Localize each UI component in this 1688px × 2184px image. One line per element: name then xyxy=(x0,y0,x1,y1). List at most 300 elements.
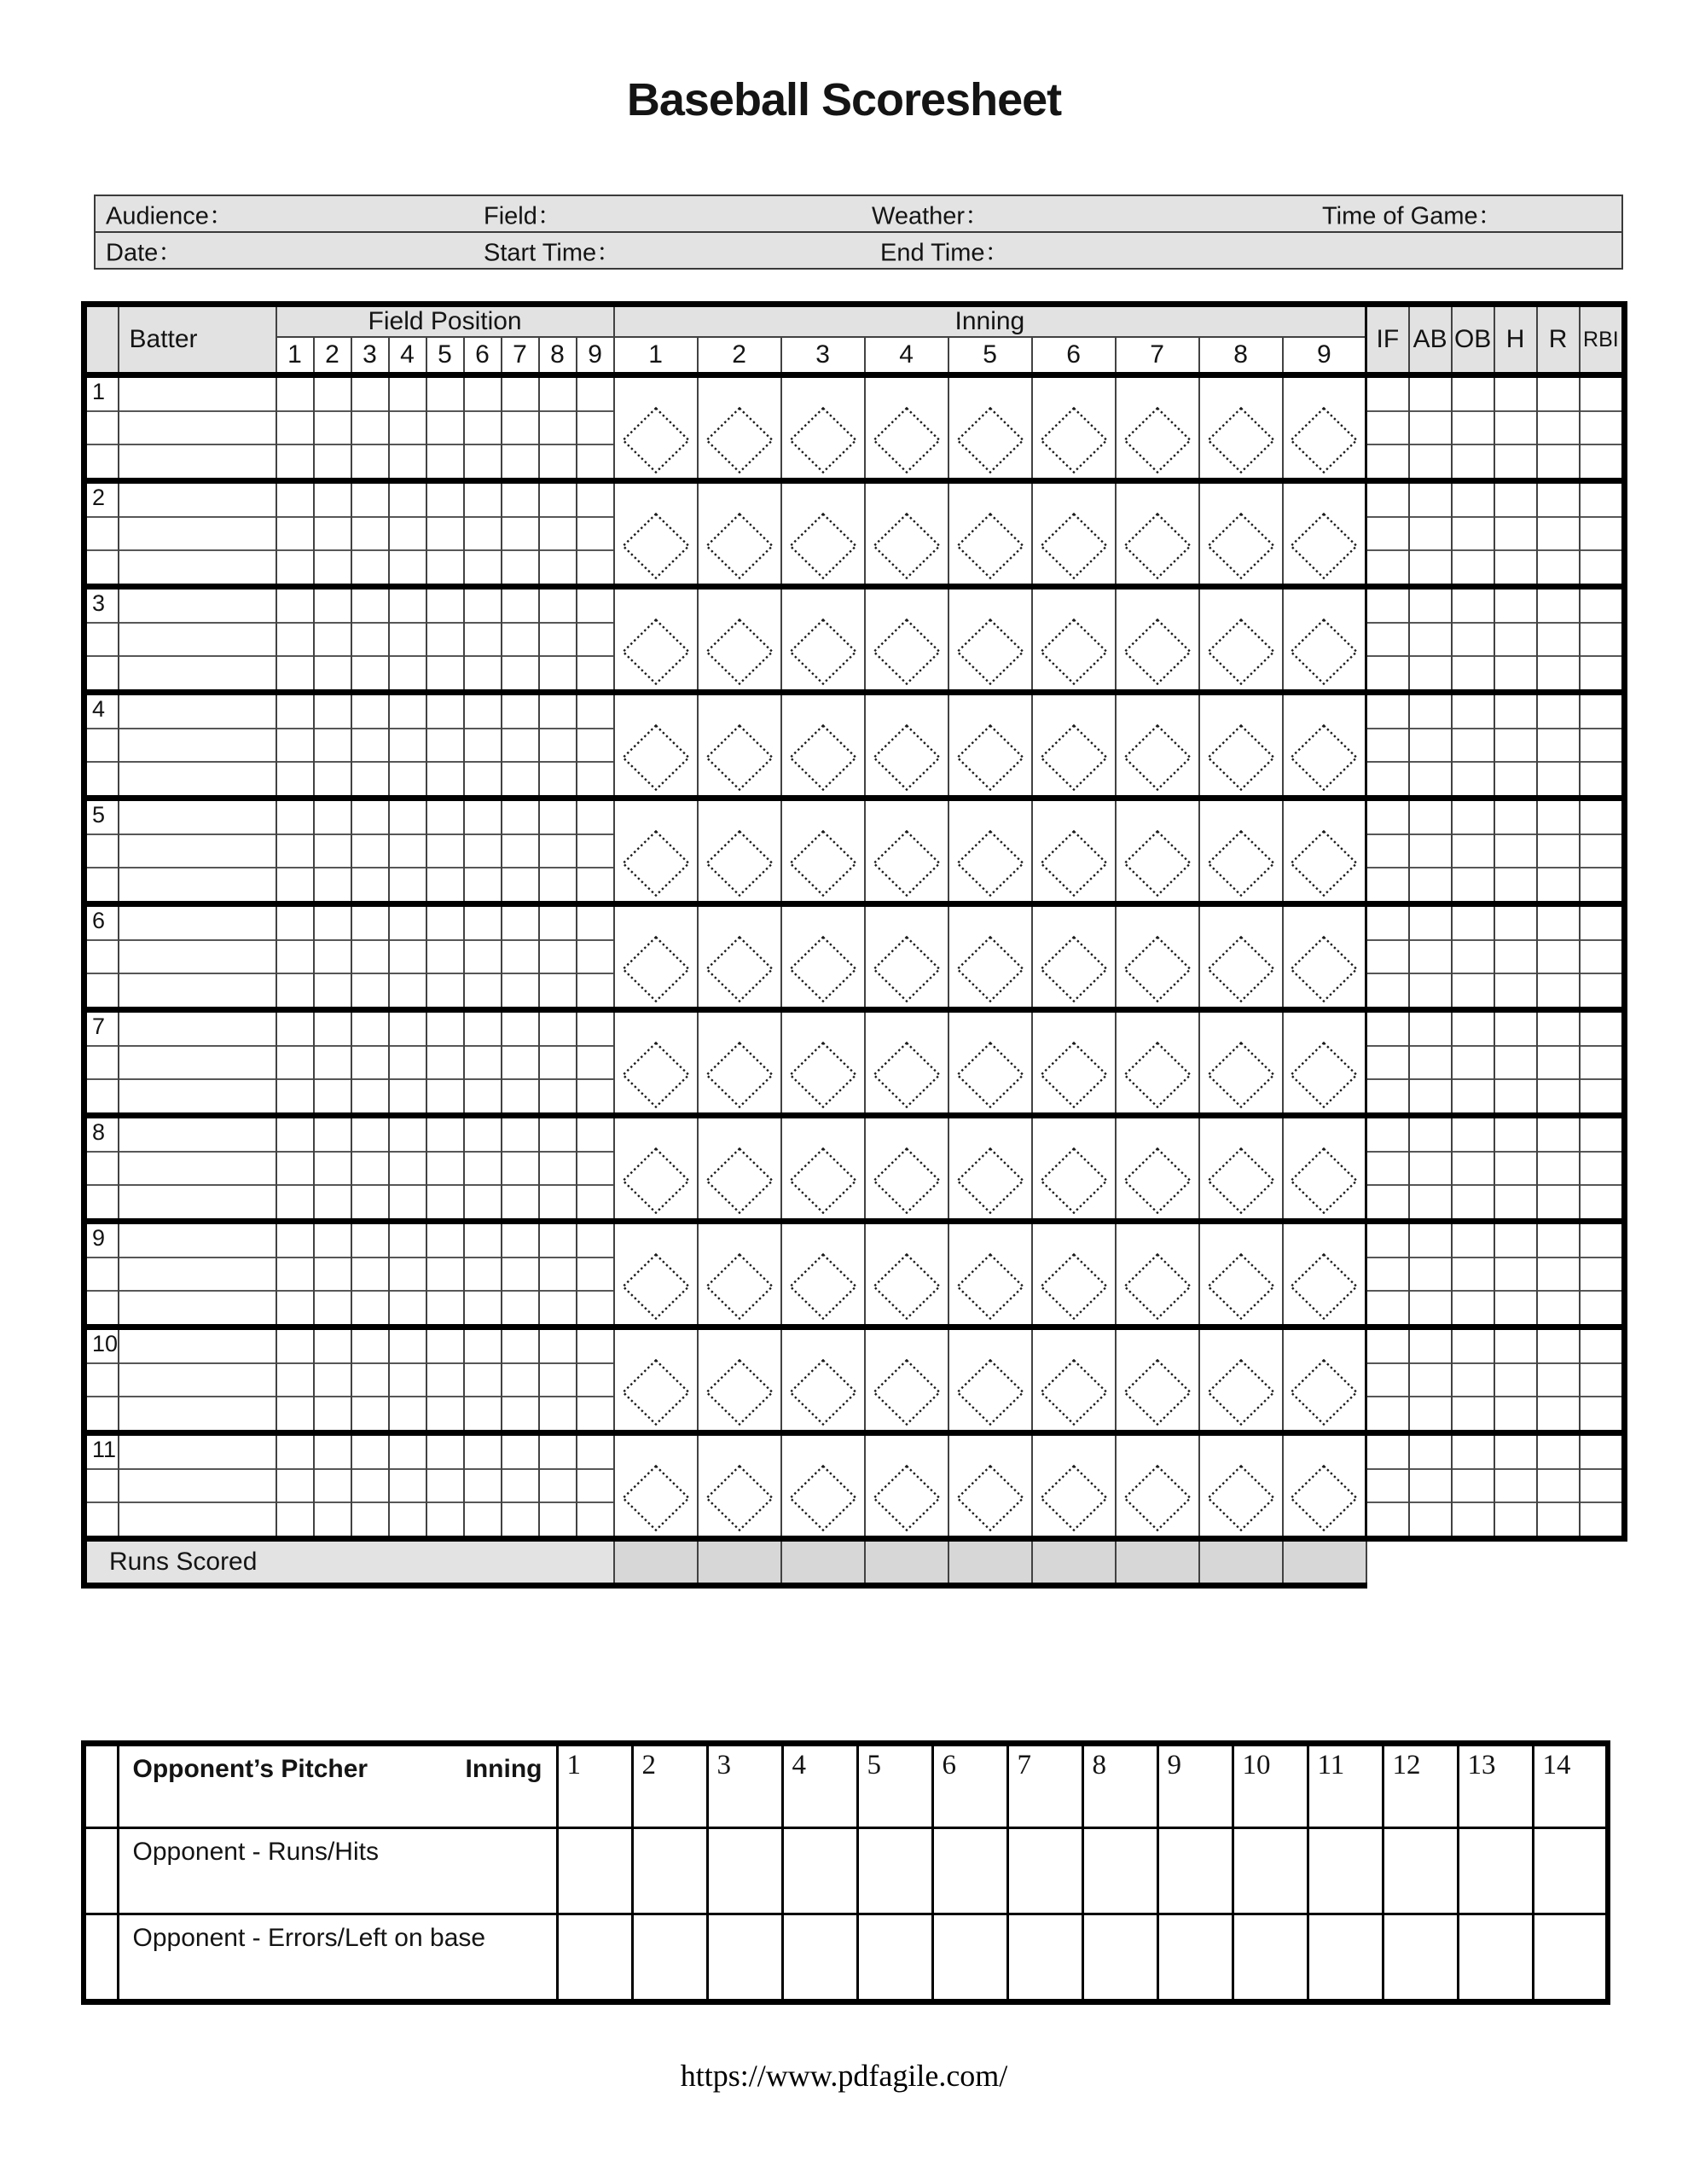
opponent-scoring-cell xyxy=(857,1914,932,2002)
sub-row-line xyxy=(390,1364,426,1398)
baseball-diamond-icon xyxy=(1040,1359,1108,1426)
sub-row-line xyxy=(1495,729,1536,764)
cell-writing-lines xyxy=(465,1224,501,1324)
field-position-cell xyxy=(426,481,464,587)
sub-row-line xyxy=(1581,801,1622,835)
sub-row-line xyxy=(352,1224,388,1258)
stat-cell xyxy=(1494,587,1537,693)
sub-row-line xyxy=(1410,1503,1451,1536)
sub-row-line xyxy=(315,412,351,446)
cell-writing-lines xyxy=(540,590,576,689)
sub-row-line xyxy=(577,763,613,795)
sub-row-line xyxy=(1495,412,1536,446)
cell-writing-lines xyxy=(502,1118,538,1218)
runs-scored-label: Runs Scored xyxy=(84,1539,614,1586)
sub-row-line xyxy=(502,868,538,901)
sub-row-line xyxy=(1495,1330,1536,1364)
sub-row-line xyxy=(1538,624,1579,658)
sub-row-line xyxy=(390,907,426,941)
batter-row-number-cell xyxy=(84,375,119,481)
cell-writing-lines xyxy=(1453,378,1494,478)
sub-row-line xyxy=(427,1047,463,1081)
sub-row-line xyxy=(577,378,613,412)
opponent-scoring-cell xyxy=(857,1828,932,1914)
sub-row-line xyxy=(277,868,313,901)
sub-row-line xyxy=(1495,1503,1536,1536)
sub-row-line xyxy=(427,378,463,412)
stat-cell xyxy=(1580,1433,1625,1539)
cell-writing-lines xyxy=(1367,801,1408,901)
stat-cell xyxy=(1580,375,1625,481)
sub-row-line xyxy=(465,484,501,518)
cell-writing-lines xyxy=(87,1118,118,1218)
sub-row-line xyxy=(87,974,118,1007)
sub-row-line xyxy=(119,1118,276,1153)
baseball-diamond-icon xyxy=(1207,1147,1275,1214)
baseball-diamond-icon xyxy=(956,830,1024,897)
stat-cell xyxy=(1452,1116,1494,1222)
baseball-diamond-icon xyxy=(1290,830,1358,897)
cell-writing-lines xyxy=(1410,1118,1451,1218)
inning-scoring-cell xyxy=(1283,1327,1366,1433)
sub-row-line xyxy=(1581,1224,1622,1258)
baseball-diamond-icon xyxy=(956,619,1024,685)
inning-scoring-cell xyxy=(614,799,698,904)
sub-row-line xyxy=(87,1330,118,1364)
sub-row-line xyxy=(502,1397,538,1430)
sub-row-line xyxy=(352,1118,388,1153)
sub-row-line xyxy=(277,974,313,1007)
cell-writing-lines xyxy=(1367,1118,1408,1218)
sub-row-line xyxy=(465,1047,501,1081)
sub-row-line xyxy=(427,518,463,552)
sub-row-line xyxy=(1538,1153,1579,1187)
sub-row-line xyxy=(1453,657,1494,689)
runs-scored-cell xyxy=(614,1539,698,1586)
inning-scoring-cell xyxy=(781,1010,865,1116)
cell-writing-lines xyxy=(540,1013,576,1112)
sub-row-line xyxy=(390,801,426,835)
inning-scoring-cell xyxy=(1032,1327,1116,1433)
cell-writing-lines xyxy=(502,1224,538,1324)
stat-cell xyxy=(1452,481,1494,587)
sub-row-line xyxy=(502,729,538,764)
field-position-cell xyxy=(539,904,577,1010)
batter-row xyxy=(84,693,1625,799)
inning-scoring-cell xyxy=(948,375,1032,481)
cell-writing-lines xyxy=(1410,1330,1451,1430)
field-position-cell xyxy=(577,1433,614,1539)
baseball-diamond-icon xyxy=(1123,619,1192,685)
inning-scoring-cell xyxy=(1032,904,1116,1010)
opponent-scoring-cell xyxy=(1308,1914,1383,2002)
field-position-cell xyxy=(389,1327,426,1433)
sub-row-line xyxy=(502,763,538,795)
sub-row-line xyxy=(119,1047,276,1081)
stat-cell xyxy=(1409,1433,1452,1539)
field-position-cell xyxy=(539,1433,577,1539)
sub-row-line xyxy=(1453,378,1494,412)
inning-scoring-cell xyxy=(1116,904,1199,1010)
field-position-number: 2 xyxy=(314,337,351,375)
sub-row-line xyxy=(577,1013,613,1047)
opponent-scoring-cell xyxy=(1233,1828,1308,1914)
sub-row-line xyxy=(1367,1258,1408,1292)
sub-row-line xyxy=(1581,624,1622,658)
batter-row-number: 9 xyxy=(92,1225,106,1251)
sub-row-line xyxy=(577,695,613,729)
stat-cell xyxy=(1409,375,1452,481)
cell-writing-lines xyxy=(540,1436,576,1536)
field-position-cell xyxy=(502,1116,539,1222)
field-position-cell xyxy=(314,481,351,587)
sub-row-line xyxy=(1538,518,1579,552)
stat-cell xyxy=(1409,693,1452,799)
baseball-diamond-icon xyxy=(789,830,857,897)
sub-row-line xyxy=(465,801,501,835)
sub-row-line xyxy=(1495,445,1536,478)
field-position-cell xyxy=(426,1010,464,1116)
cell-writing-lines xyxy=(315,1330,351,1430)
sub-row-line xyxy=(1581,695,1622,729)
sub-row-line xyxy=(277,1397,313,1430)
field-position-cell xyxy=(426,587,464,693)
sub-row-line xyxy=(577,835,613,869)
audience-label: Audience： xyxy=(106,202,234,229)
cell-writing-lines xyxy=(1538,590,1579,689)
sub-row-line xyxy=(1367,974,1408,1007)
field-position-cell xyxy=(464,1327,502,1433)
cell-writing-lines xyxy=(315,695,351,795)
field-position-cell xyxy=(502,1433,539,1539)
baseball-diamond-icon xyxy=(622,830,690,897)
sub-row-line xyxy=(277,590,313,624)
sub-row-line xyxy=(277,1436,313,1470)
stat-cell xyxy=(1537,1010,1580,1116)
sub-row-line xyxy=(352,1364,388,1398)
sub-row-line xyxy=(1581,1258,1622,1292)
sub-row-line xyxy=(1581,729,1622,764)
sub-row-line xyxy=(1453,1470,1494,1504)
stat-cell xyxy=(1580,799,1625,904)
cell-writing-lines xyxy=(1495,695,1536,795)
sub-row-line xyxy=(1453,551,1494,584)
cell-writing-lines xyxy=(1410,1224,1451,1324)
inning-scoring-cell xyxy=(1032,481,1116,587)
opponent-scoring-cell xyxy=(1157,1828,1233,1914)
inning-scoring-cell xyxy=(698,481,781,587)
inning-scoring-cell xyxy=(865,1010,948,1116)
sub-row-line xyxy=(577,1258,613,1292)
stat-cell xyxy=(1409,904,1452,1010)
cell-writing-lines xyxy=(277,484,313,584)
field-position-cell xyxy=(276,587,314,693)
stat-cell xyxy=(1409,1222,1452,1327)
opponent-runs-hits-row xyxy=(84,1828,1608,1914)
sub-row-line xyxy=(1495,624,1536,658)
field-position-cell xyxy=(464,693,502,799)
cell-writing-lines xyxy=(390,590,426,689)
inning-scoring-cell xyxy=(865,1433,948,1539)
opponent-inning-number: 5 xyxy=(857,1744,932,1828)
baseball-diamond-icon xyxy=(956,724,1024,791)
cell-writing-lines xyxy=(390,1118,426,1218)
cell-writing-lines xyxy=(87,1436,118,1536)
sub-row-line xyxy=(577,1047,613,1081)
sub-row-line xyxy=(1367,657,1408,689)
cell-writing-lines xyxy=(352,801,388,901)
baseball-diamond-icon xyxy=(705,1359,774,1426)
sub-row-line xyxy=(1581,590,1622,624)
inning-number: 7 xyxy=(1116,337,1199,375)
sub-row-line xyxy=(277,941,313,975)
sub-row-line xyxy=(577,1470,613,1504)
sub-row-line xyxy=(87,1224,118,1258)
inning-scoring-cell xyxy=(865,693,948,799)
opponent-scoring-cell xyxy=(932,1828,1007,1914)
baseball-diamond-icon xyxy=(1290,513,1358,579)
batter-name-cell xyxy=(119,904,276,1010)
sub-row-line xyxy=(1581,378,1622,412)
cell-writing-lines xyxy=(119,484,276,584)
sub-row-line xyxy=(1581,974,1622,1007)
field-position-cell xyxy=(426,1222,464,1327)
sub-row-line xyxy=(315,484,351,518)
sub-row-line xyxy=(1453,1047,1494,1081)
sub-row-line xyxy=(1410,1330,1451,1364)
cell-writing-lines xyxy=(1581,1436,1622,1536)
spacer-cell xyxy=(84,1744,118,1828)
inning-scoring-cell xyxy=(1283,799,1366,904)
sub-row-line xyxy=(277,1330,313,1364)
cell-writing-lines xyxy=(119,1330,276,1430)
sub-row-line xyxy=(577,484,613,518)
inning-scoring-cell xyxy=(1199,904,1283,1010)
cell-writing-lines xyxy=(352,1013,388,1112)
inning-scoring-cell xyxy=(1283,904,1366,1010)
sub-row-line xyxy=(352,518,388,552)
site-link[interactable]: https://www.pdfagile.com/ xyxy=(680,2059,1008,2093)
opponent-inning-number: 7 xyxy=(1007,1744,1082,1828)
sub-row-line xyxy=(1495,551,1536,584)
cell-writing-lines xyxy=(1367,1330,1408,1430)
cell-writing-lines xyxy=(119,695,276,795)
cell-writing-lines xyxy=(87,590,118,689)
sub-row-line xyxy=(502,1503,538,1536)
sub-row-line xyxy=(1453,1436,1494,1470)
sub-row-line xyxy=(540,1118,576,1153)
runs-scored-cell xyxy=(1032,1539,1116,1586)
inning-number: 8 xyxy=(1199,337,1283,375)
field-position-cell xyxy=(577,1327,614,1433)
field-position-cell xyxy=(539,1327,577,1433)
sub-row-line xyxy=(577,974,613,1007)
sub-row-line xyxy=(540,1330,576,1364)
stat-header-ob: OB xyxy=(1452,305,1494,375)
stat-cell xyxy=(1452,587,1494,693)
cell-writing-lines xyxy=(352,695,388,795)
cell-writing-lines xyxy=(277,801,313,901)
baseball-diamond-icon xyxy=(789,1042,857,1108)
cell-writing-lines xyxy=(119,801,276,901)
field-position-cell xyxy=(577,799,614,904)
field-position-number: 5 xyxy=(426,337,464,375)
inning-scoring-cell xyxy=(1199,799,1283,904)
cell-writing-lines xyxy=(1367,1224,1408,1324)
sub-row-line xyxy=(1538,835,1579,869)
sub-row-line xyxy=(502,484,538,518)
field-position-number: 8 xyxy=(539,337,577,375)
cell-writing-lines xyxy=(119,1224,276,1324)
baseball-diamond-icon xyxy=(705,1253,774,1320)
inning-scoring-cell xyxy=(1283,1433,1366,1539)
stat-cell xyxy=(1366,904,1409,1010)
sub-row-line xyxy=(1453,445,1494,478)
sub-row-line xyxy=(390,1153,426,1187)
inning-scoring-cell xyxy=(781,587,865,693)
inning-scoring-cell xyxy=(948,1116,1032,1222)
inning-scoring-cell xyxy=(781,481,865,587)
sub-row-line xyxy=(277,907,313,941)
cell-writing-lines xyxy=(1410,695,1451,795)
sub-row-line xyxy=(1367,907,1408,941)
cell-writing-lines xyxy=(1453,1330,1494,1430)
sub-row-line xyxy=(502,445,538,478)
sub-row-line xyxy=(427,1258,463,1292)
sub-row-line xyxy=(577,590,613,624)
sub-row-line xyxy=(427,835,463,869)
inning-scoring-cell xyxy=(614,587,698,693)
sub-row-line xyxy=(1495,1292,1536,1324)
cell-writing-lines xyxy=(427,801,463,901)
field-position-cell xyxy=(314,799,351,904)
sub-row-line xyxy=(540,835,576,869)
sub-row-line xyxy=(1538,1118,1579,1153)
sub-row-line xyxy=(502,974,538,1007)
sub-row-line xyxy=(87,1470,118,1504)
batter-row xyxy=(84,1116,1625,1222)
field-position-cell xyxy=(539,693,577,799)
field-position-cell xyxy=(502,693,539,799)
cell-writing-lines xyxy=(465,695,501,795)
baseball-diamond-icon xyxy=(789,407,857,473)
field-position-cell xyxy=(314,1116,351,1222)
inning-scoring-cell xyxy=(1032,1222,1116,1327)
sub-row-line xyxy=(87,729,118,764)
sub-row-line xyxy=(465,1153,501,1187)
sub-row-line xyxy=(577,1118,613,1153)
cell-writing-lines xyxy=(577,1436,613,1536)
sub-row-line xyxy=(1453,1503,1494,1536)
cell-writing-lines xyxy=(540,801,576,901)
field-position-cell xyxy=(351,1010,389,1116)
sub-row-line xyxy=(1367,1186,1408,1218)
cell-writing-lines xyxy=(1581,801,1622,901)
baseball-diamond-icon xyxy=(789,1147,857,1214)
sub-row-line xyxy=(427,868,463,901)
stat-cell xyxy=(1409,1116,1452,1222)
batter-row-number-cell xyxy=(84,481,119,587)
stat-cell xyxy=(1452,1433,1494,1539)
stat-cell xyxy=(1580,1327,1625,1433)
sub-row-line xyxy=(577,1364,613,1398)
sub-row-line xyxy=(1410,695,1451,729)
baseball-diamond-icon xyxy=(789,724,857,791)
cell-writing-lines xyxy=(119,1013,276,1112)
sub-row-line xyxy=(1538,974,1579,1007)
sub-row-line xyxy=(1495,868,1536,901)
cell-writing-lines xyxy=(119,1436,276,1536)
cell-writing-lines xyxy=(1410,378,1451,478)
sub-row-line xyxy=(1367,1292,1408,1324)
sub-row-line xyxy=(427,1080,463,1112)
sub-row-line xyxy=(577,1224,613,1258)
sub-row-line xyxy=(502,412,538,446)
batter-row-number-cell xyxy=(84,799,119,904)
cell-writing-lines xyxy=(577,1013,613,1112)
cell-writing-lines xyxy=(352,1330,388,1430)
inning-scoring-cell xyxy=(614,1222,698,1327)
cell-writing-lines xyxy=(465,907,501,1007)
sub-row-line xyxy=(119,868,276,901)
cell-writing-lines xyxy=(465,1436,501,1536)
sub-row-line xyxy=(1581,1186,1622,1218)
field-position-cell xyxy=(426,375,464,481)
cell-writing-lines xyxy=(87,1224,118,1324)
sub-row-line xyxy=(87,801,118,835)
sub-row-line xyxy=(1410,801,1451,835)
baseball-diamond-icon xyxy=(1290,619,1358,685)
opponent-scoring-cell xyxy=(557,1914,632,2002)
cell-writing-lines xyxy=(1495,907,1536,1007)
inning-scoring-cell xyxy=(781,799,865,904)
baseball-diamond-icon xyxy=(956,1253,1024,1320)
stat-cell xyxy=(1494,799,1537,904)
sub-row-line xyxy=(502,657,538,689)
sub-row-line xyxy=(465,624,501,658)
sub-row-line xyxy=(577,1503,613,1536)
baseball-diamond-icon xyxy=(1123,1253,1192,1320)
sub-row-line xyxy=(1453,835,1494,869)
inning-scoring-cell xyxy=(614,375,698,481)
inning-scoring-cell xyxy=(948,1433,1032,1539)
sub-row-line xyxy=(540,1470,576,1504)
batter-row-number: 4 xyxy=(92,696,106,722)
baseball-diamond-icon xyxy=(622,619,690,685)
field-position-cell xyxy=(577,904,614,1010)
baseball-diamond-icon xyxy=(1040,830,1108,897)
cell-writing-lines xyxy=(540,1118,576,1218)
sub-row-line xyxy=(540,624,576,658)
sub-row-line xyxy=(1538,763,1579,795)
sub-row-line xyxy=(465,590,501,624)
sub-row-line xyxy=(465,1364,501,1398)
sub-row-line xyxy=(427,1292,463,1324)
inning-scoring-cell xyxy=(948,904,1032,1010)
sub-row-line xyxy=(315,1013,351,1047)
field-position-cell xyxy=(426,904,464,1010)
sub-row-line xyxy=(87,412,118,446)
sub-row-line xyxy=(1410,1153,1451,1187)
field-position-cell xyxy=(389,375,426,481)
stat-cell xyxy=(1580,693,1625,799)
sub-row-line xyxy=(277,445,313,478)
sub-row-line xyxy=(119,1224,276,1258)
cell-writing-lines xyxy=(577,590,613,689)
cell-writing-lines xyxy=(277,695,313,795)
field-position-cell xyxy=(577,1222,614,1327)
sub-row-line xyxy=(1581,907,1622,941)
